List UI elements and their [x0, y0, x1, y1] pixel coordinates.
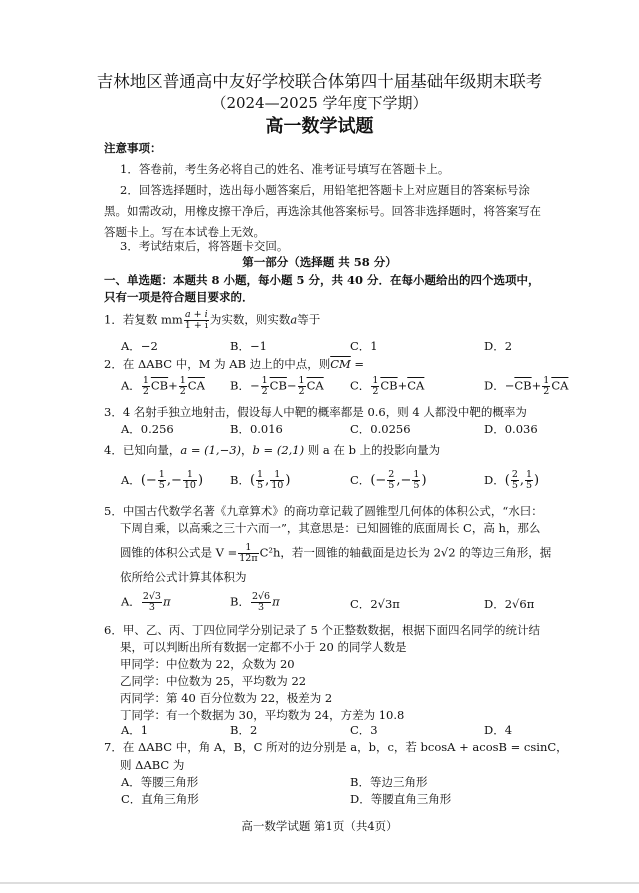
q2-b-cb: $\overline{CB}$ [269, 378, 287, 393]
q5-option-d [484, 598, 534, 612]
notice-item-2: 2．回答选择题时，选出每小题答案后，用铅笔把答题卡上对应题目的答案标号涂 [120, 183, 530, 197]
part1-heading: 第一部分（选择题 共 58 分） [242, 255, 397, 269]
q5-option-c-label: C． [350, 597, 371, 611]
q4-b-f2-d: 10 [271, 479, 284, 491]
q2-vector-cm: $\overline{CM}$ [330, 357, 351, 371]
q2-option-a-label: A． [121, 378, 141, 393]
q2-option-b-label: B． [230, 378, 250, 393]
q2-option-d [484, 376, 568, 397]
q2-a-half-1 [142, 376, 150, 397]
q4-a-sign-1: − [145, 472, 157, 488]
question-5-line-3 [120, 543, 551, 564]
q2-a-h2-n: 1 [179, 375, 186, 386]
q4-a-f1-n: 1 [158, 469, 165, 480]
q5-formula-start: 圆锥的体积公式是 V = [120, 545, 238, 560]
q4-option-a: A．(− $\frac{1}{5}$ ,− $\frac{1}{10}$ ) [121, 469, 204, 491]
question-6-line-1: 6．甲、乙、丙、丁四位同学分别记录了 5 个正整数数据，根据下面四名同学的统计结 [104, 623, 540, 637]
q4-option-d-label: D． [484, 472, 505, 487]
q4-a-f2-n: 1 [183, 470, 197, 481]
q4-b-frac-1 [256, 470, 264, 491]
q4-option-b: B．( $\frac{1}{5}$ , $\frac{1}{10}$ ) [230, 469, 291, 491]
q1-stem-mid: 为实数，则实数 [209, 312, 291, 327]
q2-d-cb: $\overline{CB}$ [514, 378, 532, 393]
q4-b-f1-d: 5 [257, 479, 264, 491]
q4-vector-b: b = (2,1) [252, 443, 305, 457]
q2-b-half-1 [261, 376, 269, 397]
q2-option-d-label: D． [484, 378, 505, 393]
q5-option-c [350, 598, 400, 612]
q4-a-sign-2: − [170, 472, 182, 488]
q4-d-frac-2 [525, 470, 533, 491]
q2-b-h1-d: 2 [261, 385, 268, 397]
q5-option-d-value: 2√6π [504, 597, 535, 611]
q6-option-d: D．4 [484, 723, 513, 737]
q2-c-cb: $\overline{CB}$ [380, 378, 398, 393]
q5-formula-num: 1 [238, 543, 258, 554]
q4-vector-a: a = (1,−3) [180, 443, 242, 457]
q1-numerator: a + i [184, 309, 208, 320]
question-5-line-1: 5．中国古代数学名著《九章算术》的商功章记载了圆锥型几何体的体积公式，“水曰： [104, 504, 543, 518]
bottom-divider [0, 882, 639, 884]
q2-d-h-n: 1 [543, 375, 550, 386]
q2-a-half-2 [179, 376, 187, 397]
q5-a-pi: π [162, 594, 171, 609]
q1-option-a: A．−2 [121, 339, 158, 353]
q6-option-c: C．3 [350, 723, 378, 737]
q4-c-f2-n: 1 [413, 469, 420, 480]
q2-c-h-d: 2 [372, 385, 379, 397]
q5-b-num: 2√6 [251, 591, 271, 602]
page-footer: 高一数学试题 第1页（共4页） [241, 819, 398, 833]
q5-b-pi: π [272, 594, 280, 609]
q2-c-half [371, 376, 379, 397]
question-6-line-2: 果，可以判断出所有数据一定都不小于 20 的同学人数是 [120, 640, 407, 654]
q5-option-b [230, 592, 280, 613]
question-7-line-2: 则 ΔABC 为 [120, 758, 185, 772]
question-4 [104, 444, 440, 458]
q2-option-a [121, 376, 205, 397]
q2-a-cb: $\overline{CB}$ [150, 378, 169, 393]
q4-b-f1-n: 1 [257, 469, 264, 480]
q4-c-sign-1: − [375, 472, 387, 488]
q1-denominator: 1 + i [184, 319, 208, 331]
q4-stem-end: 则 a 在 b 上的投影向量为 [304, 443, 441, 457]
q2-b-h2-d: 2 [298, 385, 305, 397]
q4-d-f2-d: 5 [526, 479, 533, 491]
q5-a-frac [142, 592, 162, 613]
notice-item-2-cont: 黑。如需改动，用橡皮擦干净后，再选涂其他答案标号。回答非选择题时，将答案写在 [104, 204, 541, 218]
q1-fraction [184, 310, 209, 331]
q4-option-d: D．( $\frac{2}{5}$ , $\frac{1}{5}$ ) [484, 469, 540, 491]
q4-option-b-label: B． [230, 472, 250, 487]
q3-option-a: A．0.256 [121, 422, 174, 436]
q4-d-f1-n: 2 [511, 469, 518, 480]
q4-comma: ， [241, 443, 253, 457]
q4-a-frac-1 [158, 470, 166, 491]
q1-option-d: D．2 [484, 339, 513, 353]
q2-d-ca: $\overline{CA}$ [551, 378, 569, 393]
q2-d-minus: − [504, 378, 515, 393]
q2-b-h1-n: 1 [261, 375, 268, 386]
q4-c-frac-2 [412, 470, 420, 491]
q4-d-frac-1 [511, 470, 519, 491]
q2-a-ca: $\overline{CA}$ [187, 378, 205, 393]
q4-option-a-label: A． [121, 472, 141, 487]
notice-item-3: 3．考试结束后，将答题卡交回。 [120, 239, 289, 253]
q3-option-c: C．0.0256 [350, 422, 411, 436]
q2-a-h2-d: 2 [179, 385, 186, 397]
q7-option-a: A．等腰三角形 [121, 775, 199, 789]
q5-option-a-label: A． [121, 594, 141, 609]
q4-option-c: C．(− $\frac{2}{5}$ ,− $\frac{1}{5}$ ) [350, 469, 427, 491]
q2-b-half-2 [298, 376, 306, 397]
question-2 [104, 358, 364, 372]
q5-formula-end: C²h，若一圆锥的轴截面是边长为 2√2 的等边三角形，据 [259, 545, 552, 560]
q2-equals: = [350, 357, 365, 371]
q6-option-a: A．1 [121, 723, 149, 737]
section1-instructions: 一、单选题：本题共 8 小题，每小题 5 分，共 40 分．在每小题给出的四个选项中， [104, 273, 540, 287]
q4-c-sign-2: − [400, 472, 412, 488]
q4-a-frac-2 [183, 470, 197, 491]
notice-item-1: 1．答卷前，考生务必将自己的姓名、准考证号填写在答题卡上。 [120, 162, 450, 176]
exam-title: 吉林地区普通高中友好学校联合体第四十届基础年级期末联考 [96, 72, 543, 91]
q2-option-c [350, 376, 424, 397]
q4-b-frac-2 [270, 470, 284, 491]
q2-c-ca: $\overline{CA}$ [407, 378, 425, 393]
q5-a-den: 3 [148, 601, 155, 613]
question-6-student-b: 乙同学：中位数为 25，平均数为 22 [120, 674, 307, 688]
question-5-line-4: 依所给公式计算其体积为 [120, 570, 247, 584]
notice-item-2-end: 答题卡上。写在本试卷上无效。 [104, 225, 265, 239]
q2-d-h-d: 2 [543, 385, 550, 397]
q3-option-d: D．0.036 [484, 422, 538, 436]
q5-option-a [121, 592, 171, 613]
q2-stem: 2．在 ΔABC 中，M 为 AB 边上的中点，则 [104, 357, 331, 371]
q4-stem-start: 4．已知向量， [104, 443, 181, 457]
question-3: 3．4 名射手独立地射击，假设每人中靶的概率都是 0.6，则 4 人都没中靶的概率为 [104, 405, 527, 419]
q2-a-h1-d: 2 [142, 385, 149, 397]
q2-a-plus: + [168, 378, 178, 393]
section1-instructions-cont: 只有一项是符合题目要求的． [104, 290, 254, 304]
q7-option-c: C．直角三角形 [121, 792, 199, 806]
notice-heading: 注意事项： [104, 141, 162, 155]
q2-a-h1-n: 1 [142, 375, 149, 386]
school-year: （2024—2025 学年度下学期） [211, 94, 428, 112]
q2-option-c-label: C． [350, 378, 371, 393]
question-7-line-1: 7．在 ΔABC 中，角 A，B，C 所对的边分别是 a，b，c，若 bcosA + acosB = csinC， [104, 740, 568, 754]
q2-c-h-n: 1 [372, 375, 379, 386]
question-6-student-a: 甲同学：中位数为 22，众数为 20 [120, 657, 295, 671]
q1-option-b: B．−1 [230, 339, 267, 353]
q1-variable: a [290, 312, 298, 327]
q2-d-plus: + [531, 378, 542, 393]
q4-b-f2-n: 1 [270, 470, 284, 481]
question-1 [104, 310, 320, 331]
question-6-student-d: 丁同学：有一个数据为 30，平均数为 24，方差为 10.8 [120, 708, 405, 722]
q4-c-frac-1 [387, 470, 395, 491]
subject-title: 高一数学试题 [265, 116, 374, 137]
q4-c-f2-d: 5 [413, 479, 420, 491]
q2-b-ca: $\overline{CA}$ [306, 378, 324, 393]
q5-option-d-label: D． [484, 597, 505, 611]
q2-option-b [230, 376, 324, 397]
q5-b-frac [251, 592, 271, 613]
q7-option-d: D．等腰直角三角形 [350, 792, 452, 806]
question-5-line-2: 下周自乘，以高乘之三十六而一”，其意思是：已知圆锥的底面周长 C，高 h，那么 [120, 521, 541, 535]
q2-b-minus-2: − [286, 378, 297, 393]
q7-option-b: B．等边三角形 [350, 775, 428, 789]
q5-option-b-label: B． [230, 594, 250, 609]
q5-a-num: 2√3 [142, 591, 161, 602]
q1-stem-end: 等于 [297, 312, 321, 327]
question-6-student-c: 丙同学：第 40 百分位数为 22，极差为 2 [120, 691, 333, 705]
q2-b-minus-1: − [249, 378, 260, 393]
q5-b-den: 3 [258, 601, 265, 613]
q2-d-half [542, 376, 550, 397]
q4-option-c-label: C． [350, 472, 371, 487]
q4-a-f1-d: 5 [158, 479, 165, 491]
q6-option-b: B．2 [230, 723, 258, 737]
q4-c-f1-d: 5 [388, 479, 395, 491]
q1-stem-start: 1．若复数 mm [104, 312, 183, 327]
q3-option-b: B．0.016 [230, 422, 283, 436]
q2-c-plus: + [397, 378, 408, 393]
q5-option-c-value: 2√3π [370, 597, 400, 611]
q1-option-c: C．1 [350, 339, 378, 353]
q4-a-f2-d: 10 [183, 479, 196, 491]
q5-formula-den: 12π [239, 552, 258, 564]
q2-b-h2-n: 1 [298, 375, 305, 386]
q4-d-f2-n: 1 [526, 469, 533, 480]
q4-d-f1-d: 5 [511, 479, 518, 491]
q4-c-f1-n: 2 [388, 469, 395, 480]
q5-formula-fraction [238, 543, 258, 564]
